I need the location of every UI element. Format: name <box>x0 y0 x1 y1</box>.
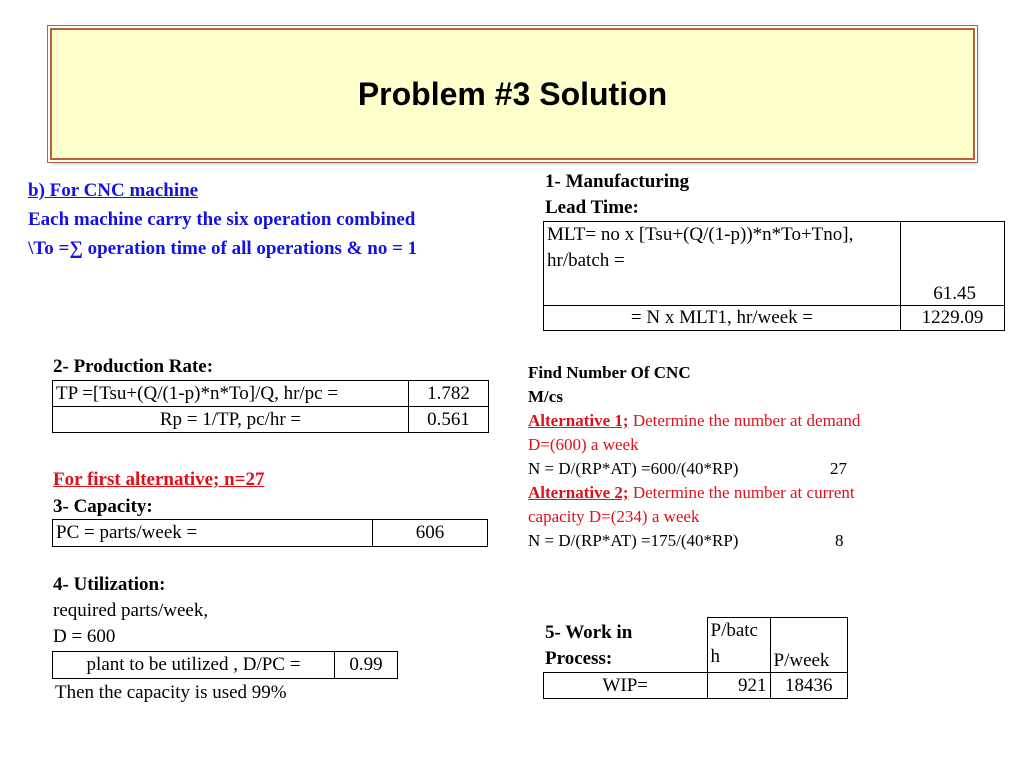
wip-heading-line: Process: <box>545 648 613 669</box>
alt2-result: 8 <box>835 531 844 550</box>
utilization-line: D = 600 <box>53 626 116 647</box>
alt1-text: Determine the number at demand <box>628 411 861 430</box>
capacity-table <box>52 519 488 547</box>
utilization-line: required parts/week, <box>53 600 209 621</box>
production-rate-table <box>52 380 489 433</box>
alt1-result: 27 <box>830 459 847 478</box>
mlt-label: MLT= no x [Tsu+(Q/(1-p))*n*To+Tno], hr/batch = <box>544 222 901 306</box>
intro-heading: b) For CNC machine <box>28 180 199 201</box>
wip-heading-line: 5- Work in <box>545 622 633 643</box>
cnc-heading: M/cs <box>528 387 563 406</box>
wip-col-batch-a: P/batc <box>710 620 758 641</box>
alt1-text: D=(600) a week <box>528 435 639 454</box>
wip-week-value: 18436 <box>770 673 848 699</box>
capacity-value: 606 <box>373 520 488 547</box>
alt1-label: Alternative 1; <box>528 411 629 430</box>
wip-label: WIP= <box>544 673 708 699</box>
mlt-heading <box>545 169 689 221</box>
mlt-heading-line: 1- Manufacturing <box>545 171 690 192</box>
intro-text <box>28 176 417 263</box>
utilization-value: 0.99 <box>335 652 398 679</box>
wip-table <box>543 617 848 699</box>
slide-title: Problem #3 Solution <box>357 75 668 112</box>
mlt-heading-line: Lead Time: <box>545 197 639 218</box>
alternative-note: For first alternative; n=27 <box>53 469 265 490</box>
utilization-label: plant to be utilized , D/PC = <box>53 652 335 679</box>
tp-value: 1.782 <box>409 381 489 407</box>
alt2-text: Determine the number at current <box>628 483 855 502</box>
tp-label: TP =[Tsu+(Q/(1-p)*n*To]/Q, hr/pc = <box>53 381 409 407</box>
cnc-heading: Find Number Of CNC <box>528 363 691 382</box>
capacity-heading: 3- Capacity: <box>53 496 153 517</box>
wip-col-batch <box>707 618 770 673</box>
mlt-table <box>543 221 1005 331</box>
wip-col-week: P/week <box>770 618 848 673</box>
rp-value: 0.561 <box>409 407 489 433</box>
cnc-block <box>528 361 948 553</box>
capacity-label: PC = parts/week = <box>53 520 373 547</box>
intro-line: \To =∑ operation time of all operations & no = 1 <box>28 238 418 259</box>
production-rate-heading: 2- Production Rate: <box>53 356 214 377</box>
alt1-formula: N = D/(RP*AT) =600/(40*RP) <box>528 459 739 478</box>
utilization-block <box>53 572 208 650</box>
utilization-conclusion: Then the capacity is used 99% <box>55 682 287 703</box>
utilization-table <box>52 651 398 679</box>
wip-col-batch-b: h <box>710 646 720 667</box>
intro-line: Each machine carry the six operation combined <box>28 209 416 230</box>
alt2-text: capacity D=(234) a week <box>528 507 700 526</box>
mlt-week-value: 1229.09 <box>901 306 1005 331</box>
alt2-formula: N = D/(RP*AT) =175/(40*RP) <box>528 531 739 550</box>
mlt-value: 61.45 <box>901 222 1005 306</box>
rp-label: Rp = 1/TP, pc/hr = <box>53 407 409 433</box>
utilization-heading: 4- Utilization: <box>53 574 166 595</box>
mlt-week-label: = N x MLT1, hr/week = <box>544 306 901 331</box>
wip-batch-value: 921 <box>707 673 770 699</box>
title-box <box>50 28 975 160</box>
alt2-label: Alternative 2; <box>528 483 629 502</box>
